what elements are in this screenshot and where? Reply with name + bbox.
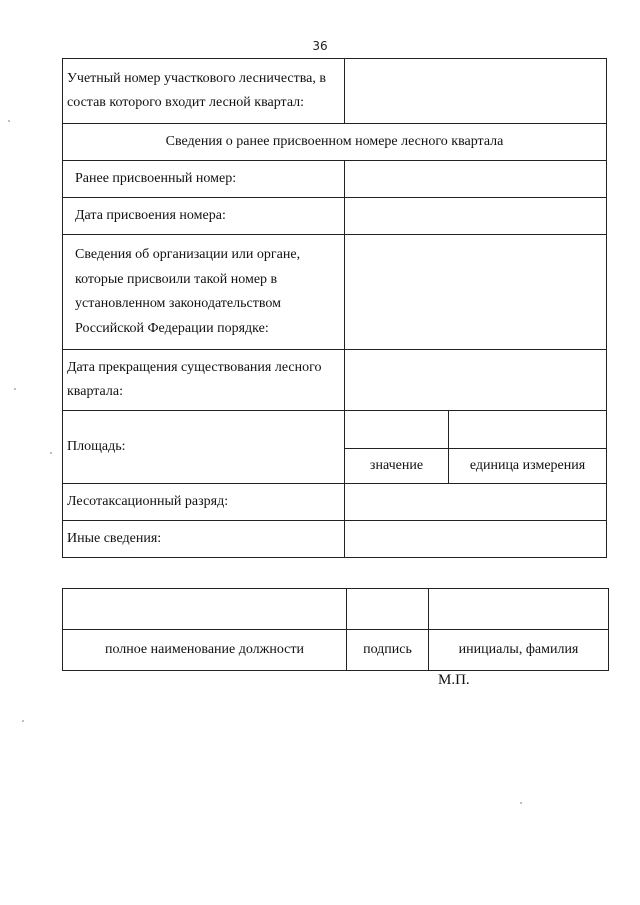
org-info-label: Сведения об организации или органе, которые присвоили такой номер в установленном законодательством Российской Федерации порядке:: [63, 235, 345, 350]
stamp-mark: М.П.: [438, 672, 470, 688]
row-org-info: [63, 235, 607, 350]
other-label: Иные сведения:: [63, 521, 345, 558]
end-date-label: Дата прекращения существования лесного квартала:: [63, 350, 345, 411]
assign-date-label: Дата присвоения номера:: [63, 198, 345, 235]
signature-field[interactable]: [347, 589, 429, 630]
row-prev-number: [63, 161, 607, 198]
other-value-field[interactable]: [345, 521, 607, 558]
row-account-number: [63, 59, 607, 124]
row-other: [63, 521, 607, 558]
row-end-date: [63, 350, 607, 411]
scan-speck: [50, 452, 52, 454]
account-number-value-field[interactable]: [345, 59, 607, 124]
form-table: [62, 58, 607, 558]
page-number: 36: [312, 39, 328, 53]
area-unit-caption: единица измерения: [449, 448, 607, 484]
scan-speck: [8, 120, 10, 122]
row-assign-date: [63, 198, 607, 235]
area-value-field[interactable]: [345, 411, 449, 449]
scan-speck: [22, 720, 24, 722]
name-caption: инициалы, фамилия: [429, 630, 609, 671]
area-value-caption: значение: [345, 448, 449, 484]
name-field[interactable]: [429, 589, 609, 630]
prev-number-value-field[interactable]: [345, 161, 607, 198]
section-title: Сведения о ранее присвоенном номере лесного квартала: [63, 124, 607, 161]
scan-speck: [14, 388, 16, 390]
signature-input-row: [63, 589, 609, 630]
row-area-top: [63, 411, 607, 449]
signature-block: [62, 588, 608, 671]
area-unit-field[interactable]: [449, 411, 607, 449]
taxation-value-field[interactable]: [345, 484, 607, 521]
org-info-value-field[interactable]: [345, 235, 607, 350]
signature-caption-row: [63, 630, 609, 671]
area-label: Площадь:: [63, 411, 345, 484]
forest-quarter-form: [62, 58, 606, 558]
end-date-value-field[interactable]: [345, 350, 607, 411]
row-section-title: [63, 124, 607, 161]
prev-number-label: Ранее присвоенный номер:: [63, 161, 345, 198]
assign-date-value-field[interactable]: [345, 198, 607, 235]
position-field[interactable]: [63, 589, 347, 630]
scan-speck: [520, 802, 522, 804]
account-number-label: Учетный номер участкового лесничества, в состав которого входит лесной квартал:: [63, 59, 345, 124]
row-taxation: [63, 484, 607, 521]
signature-table: [62, 588, 609, 671]
signature-caption: подпись: [347, 630, 429, 671]
taxation-label: Лесотаксационный разряд:: [63, 484, 345, 521]
position-caption: полное наименование должности: [63, 630, 347, 671]
